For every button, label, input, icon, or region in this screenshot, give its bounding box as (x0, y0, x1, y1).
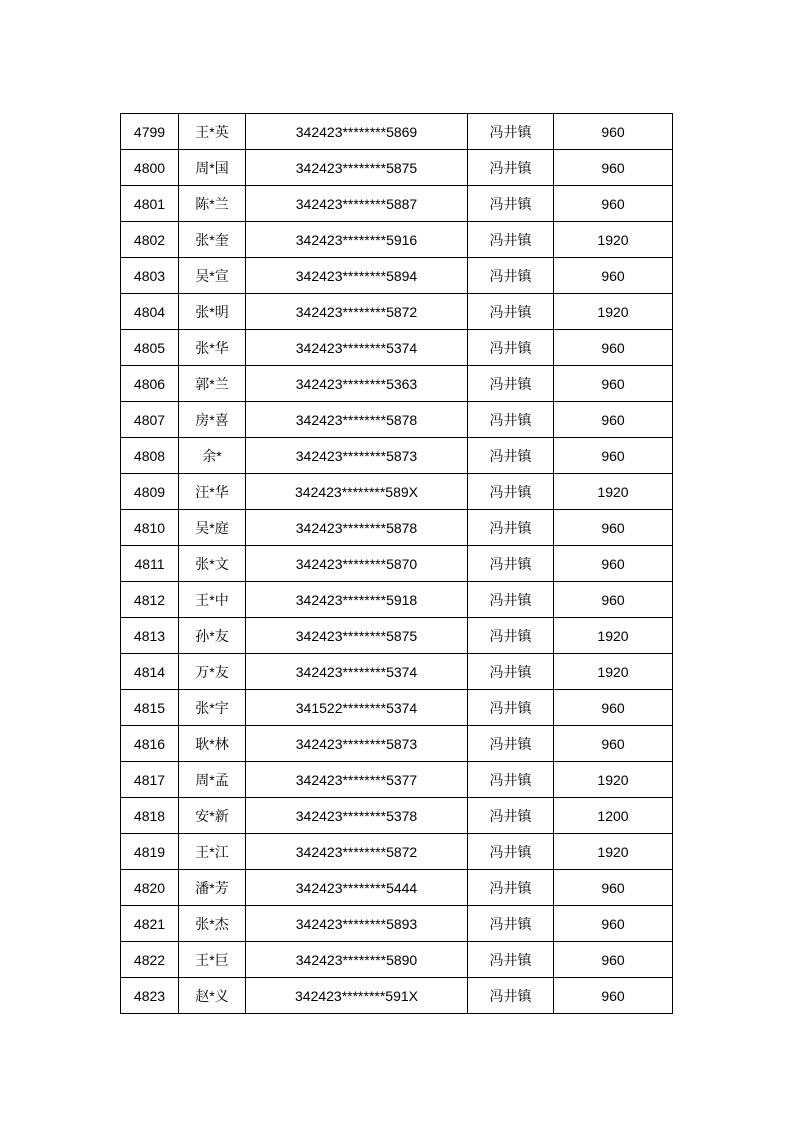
cell-town: 冯井镇 (468, 258, 554, 294)
cell-id: 342423********5363 (246, 366, 468, 402)
table-row (121, 510, 673, 546)
table-row (121, 582, 673, 618)
cell-town: 冯井镇 (468, 906, 554, 942)
cell-no: 4823 (121, 978, 179, 1014)
cell-no: 4815 (121, 690, 179, 726)
cell-id: 342423********5872 (246, 294, 468, 330)
cell-no: 4804 (121, 294, 179, 330)
cell-town: 冯井镇 (468, 546, 554, 582)
cell-id: 342423********5377 (246, 762, 468, 798)
cell-amount: 960 (554, 114, 673, 150)
cell-id: 342423********5893 (246, 906, 468, 942)
cell-amount: 960 (554, 186, 673, 222)
cell-id: 342423********5890 (246, 942, 468, 978)
cell-no: 4808 (121, 438, 179, 474)
cell-name: 陈*兰 (179, 186, 246, 222)
cell-amount: 1920 (554, 762, 673, 798)
table-row (121, 690, 673, 726)
table-row (121, 150, 673, 186)
table-row (121, 294, 673, 330)
cell-name: 安*新 (179, 798, 246, 834)
cell-no: 4806 (121, 366, 179, 402)
cell-name: 王*江 (179, 834, 246, 870)
table-row (121, 186, 673, 222)
table-row (121, 366, 673, 402)
cell-no: 4803 (121, 258, 179, 294)
cell-town: 冯井镇 (468, 582, 554, 618)
cell-amount: 960 (554, 726, 673, 762)
cell-town: 冯井镇 (468, 150, 554, 186)
cell-town: 冯井镇 (468, 690, 554, 726)
table-row (121, 438, 673, 474)
cell-amount: 960 (554, 510, 673, 546)
cell-name: 孙*友 (179, 618, 246, 654)
cell-id: 342423********5374 (246, 654, 468, 690)
cell-id: 342423********5878 (246, 510, 468, 546)
table-row (121, 618, 673, 654)
cell-name: 张*华 (179, 330, 246, 366)
cell-no: 4810 (121, 510, 179, 546)
cell-name: 周*国 (179, 150, 246, 186)
beneficiary-table-container (120, 113, 673, 1014)
table-row (121, 798, 673, 834)
cell-town: 冯井镇 (468, 618, 554, 654)
cell-id: 342423********589X (246, 474, 468, 510)
cell-no: 4821 (121, 906, 179, 942)
cell-name: 耿*林 (179, 726, 246, 762)
cell-amount: 960 (554, 402, 673, 438)
cell-amount: 960 (554, 438, 673, 474)
cell-town: 冯井镇 (468, 978, 554, 1014)
cell-name: 郭*兰 (179, 366, 246, 402)
table-row (121, 330, 673, 366)
table-body (121, 114, 673, 1014)
table-row (121, 114, 673, 150)
cell-name: 张*杰 (179, 906, 246, 942)
cell-name: 万*友 (179, 654, 246, 690)
cell-no: 4814 (121, 654, 179, 690)
table-row (121, 978, 673, 1014)
cell-name: 吴*庭 (179, 510, 246, 546)
cell-id: 342423********5875 (246, 150, 468, 186)
beneficiary-table (120, 113, 673, 1014)
cell-no: 4816 (121, 726, 179, 762)
cell-id: 342423********5374 (246, 330, 468, 366)
cell-name: 张*宇 (179, 690, 246, 726)
cell-no: 4801 (121, 186, 179, 222)
table-row (121, 726, 673, 762)
cell-id: 342423********5378 (246, 798, 468, 834)
cell-id: 342423********5870 (246, 546, 468, 582)
cell-no: 4805 (121, 330, 179, 366)
cell-amount: 1920 (554, 222, 673, 258)
cell-name: 王*巨 (179, 942, 246, 978)
cell-no: 4807 (121, 402, 179, 438)
cell-town: 冯井镇 (468, 510, 554, 546)
cell-town: 冯井镇 (468, 870, 554, 906)
cell-amount: 960 (554, 546, 673, 582)
cell-town: 冯井镇 (468, 942, 554, 978)
table-row (121, 402, 673, 438)
cell-name: 赵*义 (179, 978, 246, 1014)
cell-name: 张*明 (179, 294, 246, 330)
table-row (121, 834, 673, 870)
cell-id: 342423********5916 (246, 222, 468, 258)
cell-id: 342423********5875 (246, 618, 468, 654)
cell-no: 4820 (121, 870, 179, 906)
cell-town: 冯井镇 (468, 330, 554, 366)
table-row (121, 546, 673, 582)
cell-town: 冯井镇 (468, 186, 554, 222)
cell-id: 342423********591X (246, 978, 468, 1014)
cell-no: 4802 (121, 222, 179, 258)
cell-amount: 1920 (554, 474, 673, 510)
cell-no: 4818 (121, 798, 179, 834)
cell-id: 342423********5873 (246, 726, 468, 762)
cell-no: 4811 (121, 546, 179, 582)
cell-name: 王*英 (179, 114, 246, 150)
cell-amount: 960 (554, 150, 673, 186)
cell-no: 4822 (121, 942, 179, 978)
cell-no: 4819 (121, 834, 179, 870)
cell-no: 4809 (121, 474, 179, 510)
cell-id: 342423********5918 (246, 582, 468, 618)
cell-amount: 960 (554, 582, 673, 618)
cell-town: 冯井镇 (468, 294, 554, 330)
cell-amount: 960 (554, 942, 673, 978)
cell-town: 冯井镇 (468, 474, 554, 510)
cell-amount: 1920 (554, 834, 673, 870)
table-row (121, 906, 673, 942)
cell-town: 冯井镇 (468, 726, 554, 762)
cell-name: 张*奎 (179, 222, 246, 258)
cell-town: 冯井镇 (468, 366, 554, 402)
table-row (121, 474, 673, 510)
cell-town: 冯井镇 (468, 222, 554, 258)
cell-id: 342423********5894 (246, 258, 468, 294)
cell-amount: 960 (554, 366, 673, 402)
cell-no: 4812 (121, 582, 179, 618)
table-row (121, 942, 673, 978)
cell-amount: 960 (554, 258, 673, 294)
table-row (121, 870, 673, 906)
cell-name: 周*孟 (179, 762, 246, 798)
cell-no: 4817 (121, 762, 179, 798)
cell-id: 341522********5374 (246, 690, 468, 726)
cell-id: 342423********5872 (246, 834, 468, 870)
table-row (121, 654, 673, 690)
cell-name: 吴*宣 (179, 258, 246, 294)
cell-id: 342423********5869 (246, 114, 468, 150)
cell-name: 余* (179, 438, 246, 474)
cell-id: 342423********5878 (246, 402, 468, 438)
cell-town: 冯井镇 (468, 762, 554, 798)
cell-id: 342423********5444 (246, 870, 468, 906)
cell-name: 房*喜 (179, 402, 246, 438)
table-row (121, 258, 673, 294)
cell-amount: 1920 (554, 294, 673, 330)
cell-amount: 1200 (554, 798, 673, 834)
cell-town: 冯井镇 (468, 114, 554, 150)
cell-no: 4813 (121, 618, 179, 654)
cell-town: 冯井镇 (468, 654, 554, 690)
cell-id: 342423********5873 (246, 438, 468, 474)
cell-amount: 960 (554, 978, 673, 1014)
cell-amount: 1920 (554, 618, 673, 654)
cell-no: 4799 (121, 114, 179, 150)
cell-no: 4800 (121, 150, 179, 186)
cell-id: 342423********5887 (246, 186, 468, 222)
cell-amount: 1920 (554, 654, 673, 690)
cell-town: 冯井镇 (468, 438, 554, 474)
cell-amount: 960 (554, 330, 673, 366)
cell-amount: 960 (554, 870, 673, 906)
cell-town: 冯井镇 (468, 402, 554, 438)
cell-name: 潘*芳 (179, 870, 246, 906)
cell-name: 汪*华 (179, 474, 246, 510)
cell-town: 冯井镇 (468, 798, 554, 834)
cell-name: 王*中 (179, 582, 246, 618)
cell-name: 张*文 (179, 546, 246, 582)
cell-town: 冯井镇 (468, 834, 554, 870)
table-row (121, 222, 673, 258)
table-row (121, 762, 673, 798)
cell-amount: 960 (554, 906, 673, 942)
cell-amount: 960 (554, 690, 673, 726)
